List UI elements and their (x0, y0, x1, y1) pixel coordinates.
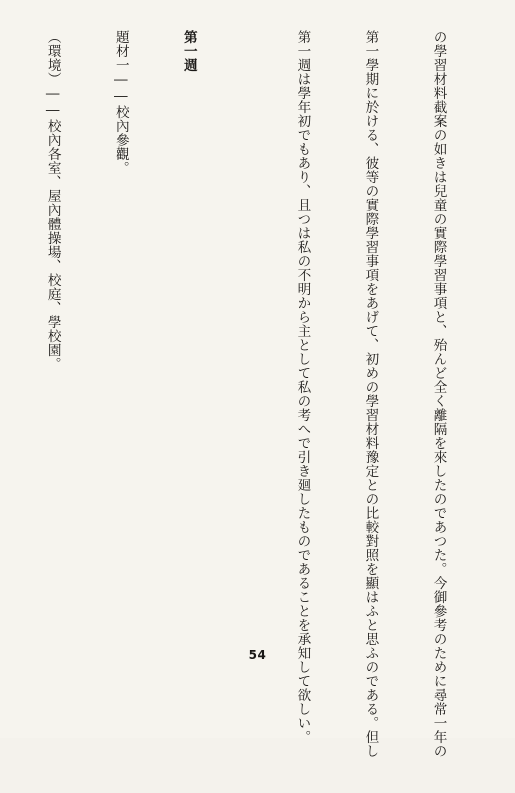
text-line: （環境）――校內各室、屋內體操場、校庭、學校園。 (44, 30, 61, 371)
section-heading: 第一週 (180, 30, 197, 72)
text-line: 第一學期に於ける、彼等の實際學習事項をあげて、初めの學習材料豫定との比較對照を顯はふと思ふのである。但し (362, 30, 379, 758)
page-number: 54 (248, 648, 267, 662)
text-line: の學習材料截案の如きは兒童の實際學習事項と、殆んど全く離隔を來したのであつた。今御參考のために尋常一年の (430, 30, 447, 758)
text-line: 題材一――校內參觀。 (112, 30, 129, 175)
text-line: 第一週は學年初でもあり、且つは私の不明から主として私の考へで引き廻したものであることを承知して欲しい。 (294, 30, 311, 744)
